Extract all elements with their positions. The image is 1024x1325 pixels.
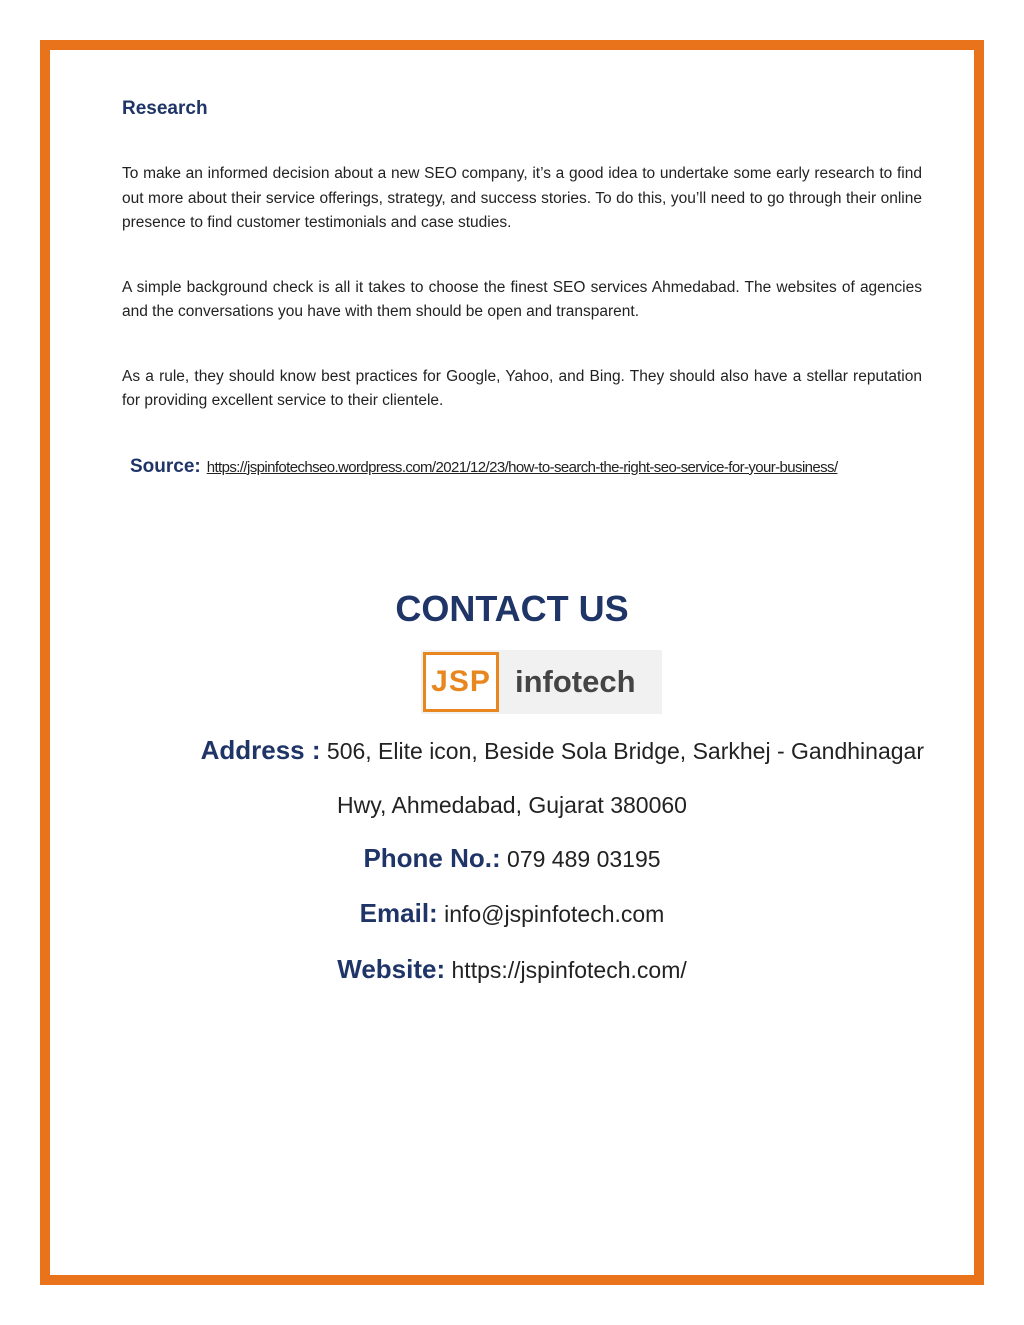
contact-us-title: CONTACT US bbox=[395, 588, 629, 629]
email-line bbox=[50, 898, 974, 929]
phone-label: Phone No.: bbox=[363, 843, 501, 873]
website-line bbox=[50, 954, 974, 985]
research-section bbox=[122, 98, 922, 481]
logo-jsp-text: JSP bbox=[431, 665, 491, 698]
source-line bbox=[130, 454, 922, 481]
address-value-line-1: 506, Elite icon, Beside Sola Bridge, Sarkhej - Gandhinagar bbox=[326, 738, 924, 764]
address-label: Address : bbox=[200, 735, 321, 765]
website-value[interactable]: https://jspinfotech.com/ bbox=[451, 957, 687, 983]
page-frame bbox=[40, 40, 984, 1285]
source-link[interactable]: https://jspinfotechseo.wordpress.com/2021/12/23/how-to-search-the-right-seo-service-for-your-business/ bbox=[206, 458, 838, 476]
phone-value[interactable]: 079 489 03195 bbox=[507, 846, 661, 872]
logo-jsp-box bbox=[423, 652, 499, 712]
research-heading: Research bbox=[122, 98, 208, 119]
phone-line bbox=[50, 843, 974, 874]
website-label: Website: bbox=[337, 954, 446, 984]
research-paragraph-1: To make an informed decision about a new SEO company, it’s a good idea to undertake some early research to find out more about their service offerings, strategy, and success stories. To do this, you’ll need to go through their online presence to find customer testimonials and case studies. bbox=[122, 165, 922, 231]
email-label: Email: bbox=[359, 898, 438, 928]
address-line-2 bbox=[50, 792, 974, 819]
research-paragraph-2: A simple background check is all it takes to choose the finest SEO services Ahmedabad. The websites of agencies and the conversations you have with them should be open and transparent. bbox=[122, 278, 922, 320]
logo-infotech-text: infotech bbox=[515, 664, 636, 699]
address-value-line-2: Hwy, Ahmedabad, Gujarat 380060 bbox=[337, 792, 687, 818]
research-paragraph-3: As a rule, they should know best practices for Google, Yahoo, and Bing. They should also have a stellar reputation for providing excellent service to their clientele. bbox=[122, 367, 922, 409]
address-line-1 bbox=[184, 735, 924, 766]
jsp-infotech-logo bbox=[421, 650, 662, 714]
email-value[interactable]: info@jspinfotech.com bbox=[444, 901, 665, 927]
source-label: Source: bbox=[130, 455, 201, 477]
